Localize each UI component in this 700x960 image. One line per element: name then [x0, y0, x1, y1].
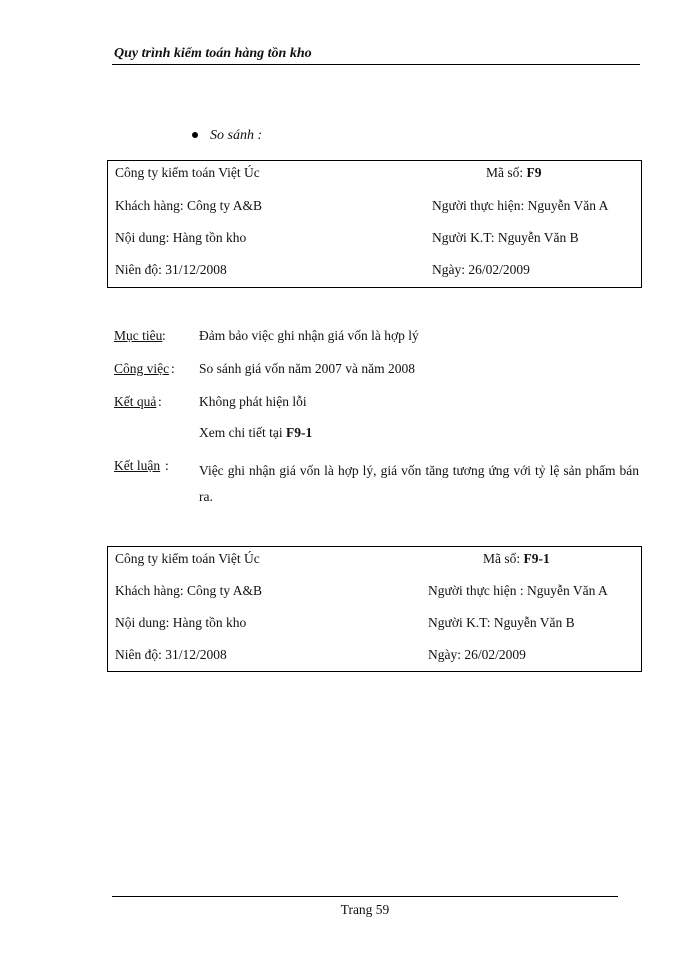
- box-row-content: [108, 615, 641, 635]
- period-field: Niên độ: 31/12/2008: [115, 262, 227, 277]
- code-value: F9: [526, 165, 542, 180]
- code-label: Mã số:: [486, 165, 527, 180]
- code-value: F9-1: [523, 551, 550, 566]
- conclusion-colon: :: [165, 458, 169, 473]
- work-colon: :: [171, 361, 175, 376]
- period-field: Niên độ: 31/12/2008: [115, 647, 227, 662]
- reviewer-name: Người K.T: Nguyễn Văn B: [428, 615, 575, 630]
- box-row-client: [108, 198, 641, 218]
- bullet-icon: [192, 132, 198, 138]
- box-row-period: [108, 262, 641, 282]
- objective-text: Đảm bảo việc ghi nhận giá vốn là hợp lý: [199, 328, 419, 343]
- document-title: Quy trình kiểm toán hàng tồn kho: [114, 46, 312, 61]
- client-name: Khách hàng: Công ty A&B: [115, 198, 262, 213]
- page-header: [112, 44, 640, 65]
- page-footer: [112, 896, 618, 917]
- section-label: So sánh :: [210, 128, 263, 143]
- work-label: Công việc: [114, 361, 170, 376]
- detail-ref-code: F9-1: [285, 425, 313, 440]
- date-field: Ngày: 26/02/2009: [428, 647, 526, 662]
- conclusion-text: Việc ghi nhận giá vốn là hợp lý, giá vốn tăng tương ứng với tỷ lệ sản phẩm bán ra.: [199, 463, 639, 504]
- page-number: Trang 59: [340, 902, 390, 917]
- client-name: Khách hàng: Công ty A&B: [115, 583, 262, 598]
- audit-info-box-f9-1: [107, 546, 642, 672]
- box-row-content: [108, 230, 641, 250]
- work-text: So sánh giá vốn năm 2007 và năm 2008: [199, 361, 415, 376]
- conclusion-label: Kết luận: [114, 458, 161, 473]
- code-label: Mã số:: [483, 551, 524, 566]
- content-field: Nội dung: Hàng tồn kho: [115, 615, 247, 630]
- box-row-client: [108, 583, 641, 603]
- content-field: Nội dung: Hàng tồn kho: [115, 230, 247, 245]
- box-row-period: [108, 647, 641, 667]
- detail-reference: [199, 425, 312, 441]
- reviewer-name: Người K.T: Nguyễn Văn B: [432, 230, 579, 245]
- box-row-company: [108, 165, 641, 185]
- company-name: Công ty kiểm toán Việt Úc: [115, 551, 260, 566]
- audit-info-box-f9: [107, 160, 642, 288]
- section-bullet: [192, 128, 262, 144]
- code-field: [483, 551, 550, 567]
- performer-name: Người thực hiện : Nguyễn Văn A: [428, 583, 608, 598]
- date-field: Ngày: 26/02/2009: [432, 262, 530, 277]
- company-name: Công ty kiểm toán Việt Úc: [115, 165, 260, 180]
- detail-prefix: Xem chi tiết tại: [199, 425, 286, 440]
- result-label: Kết quả: [114, 394, 157, 409]
- result-colon: :: [158, 394, 162, 409]
- box-row-company: [108, 551, 641, 571]
- objective-label: Mục tiêu: [114, 328, 163, 343]
- result-text: Không phát hiện lỗi: [199, 394, 307, 409]
- objective-colon: :: [162, 328, 166, 343]
- performer-name: Người thực hiện: Nguyễn Văn A: [432, 198, 609, 213]
- code-field: [486, 165, 542, 181]
